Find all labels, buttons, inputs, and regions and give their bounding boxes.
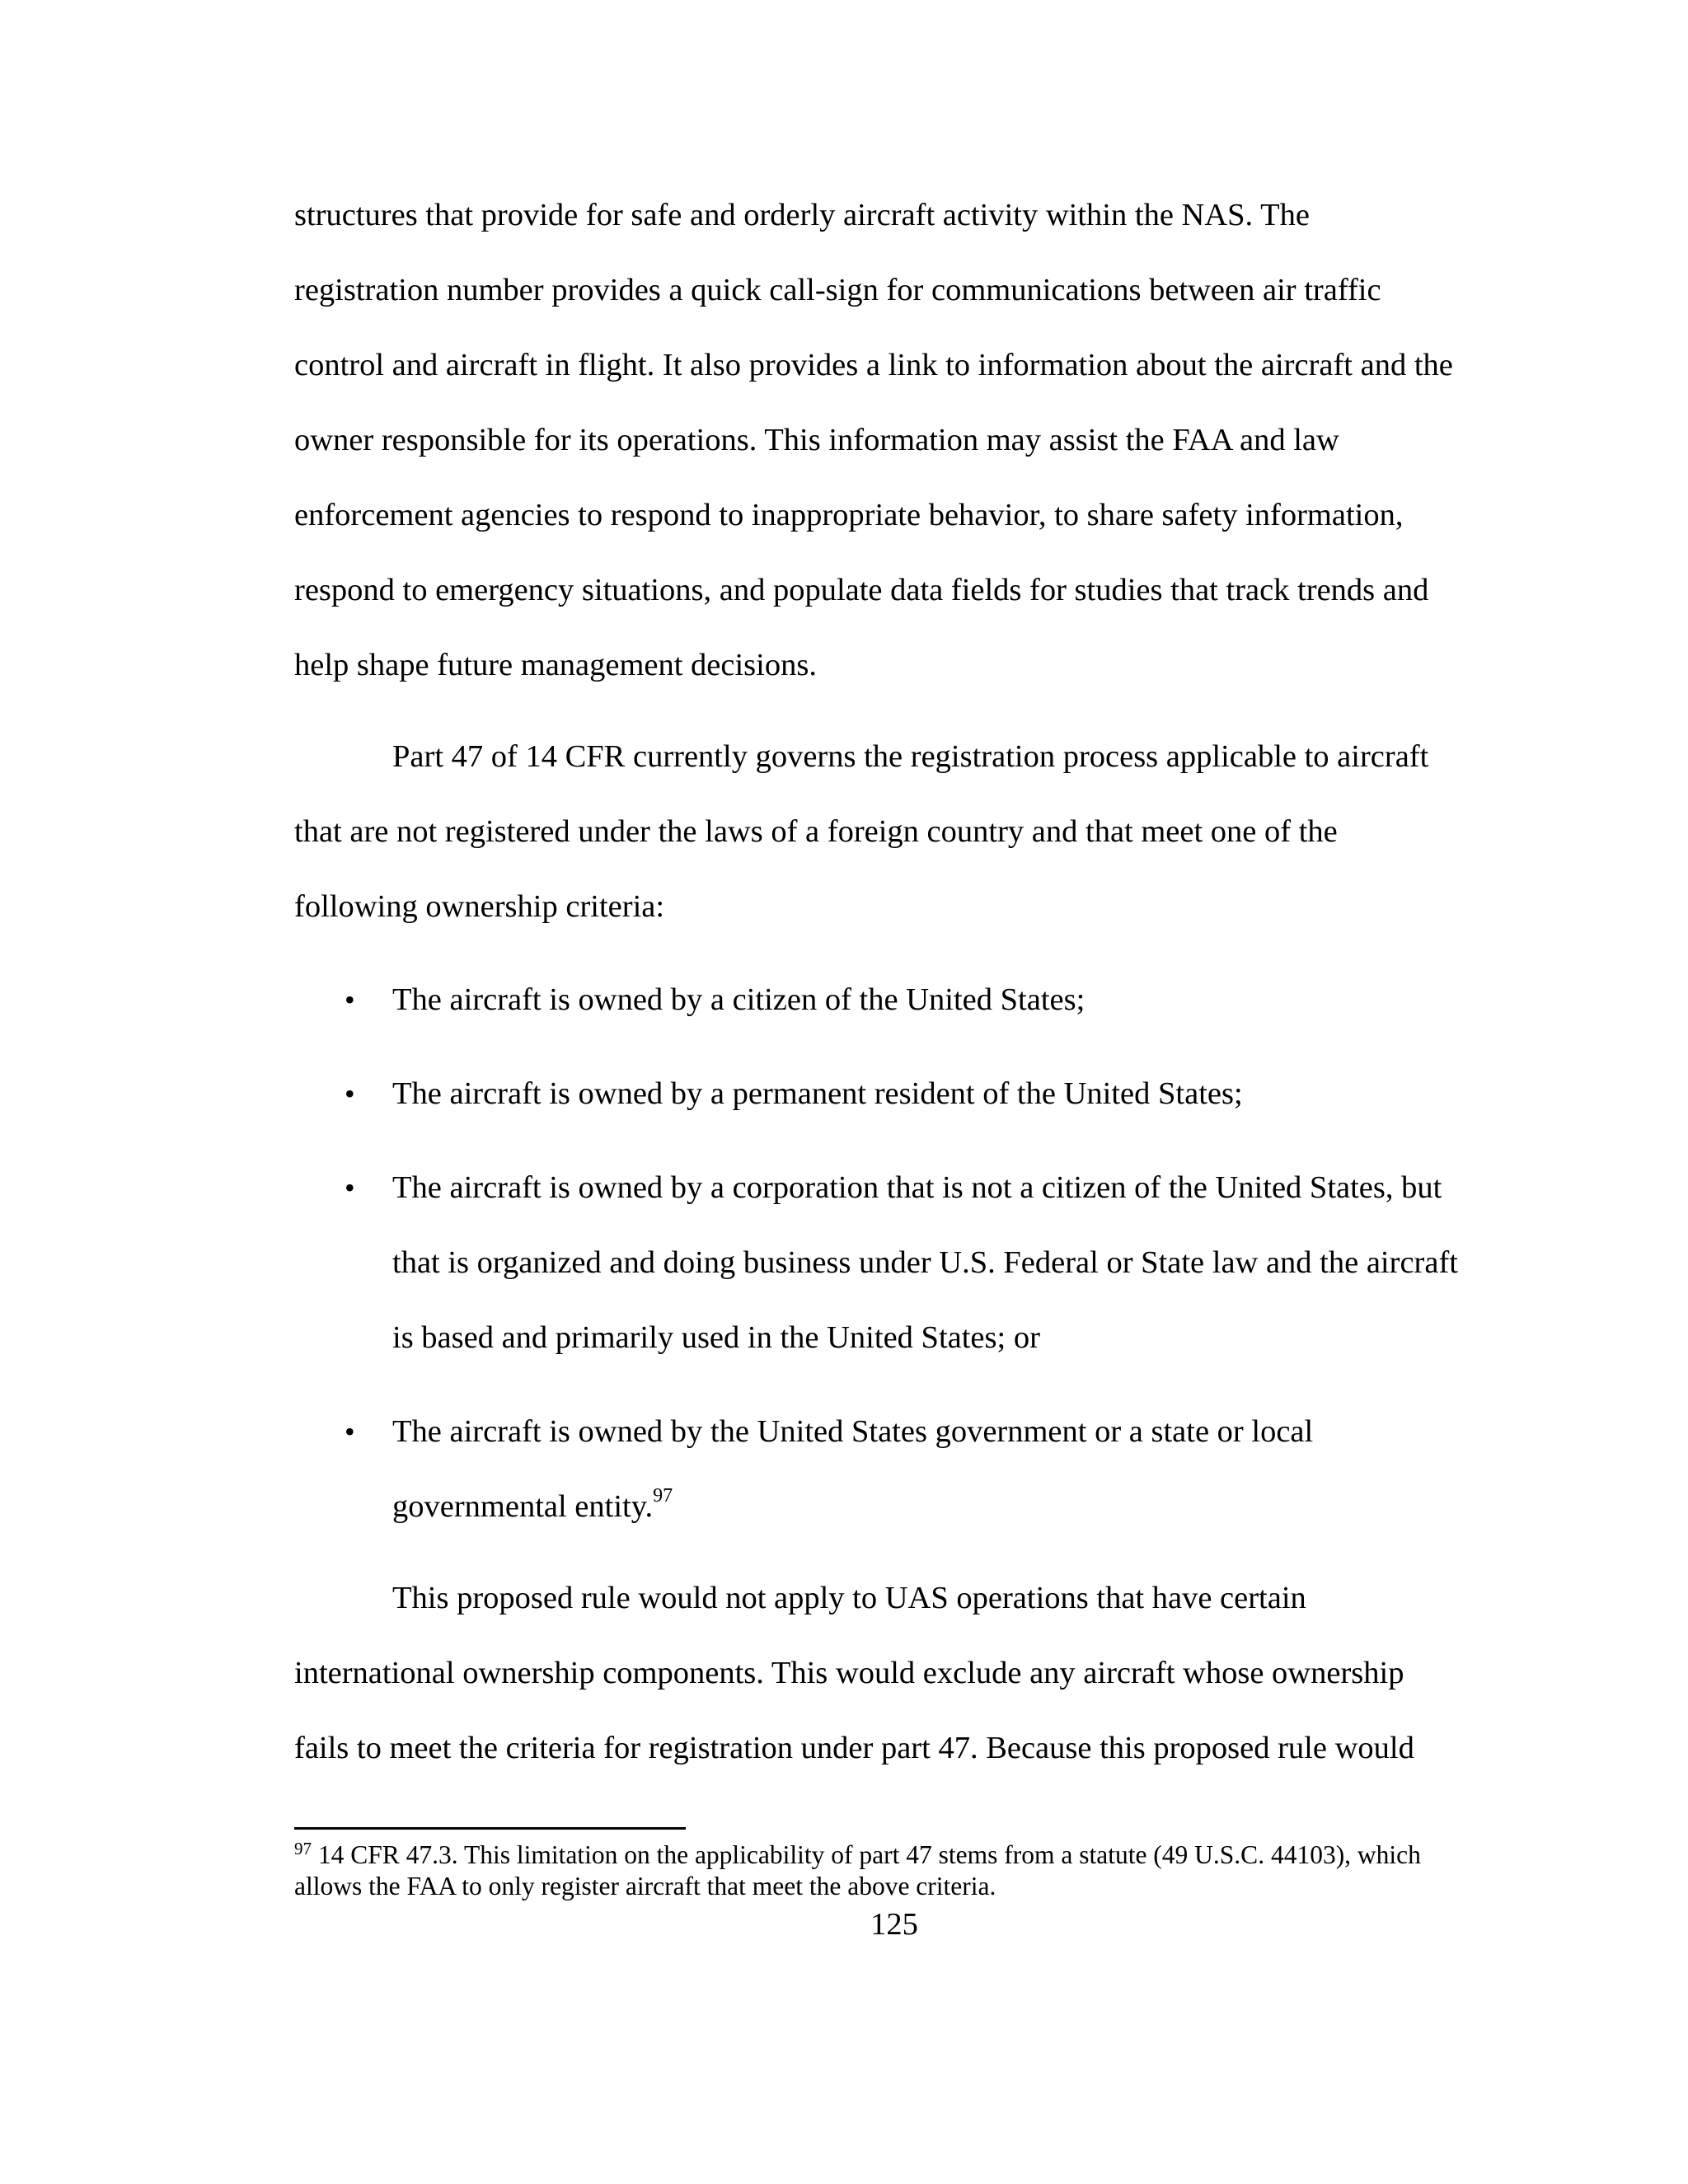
paragraph-line: fails to meet the criteria for registration under part 47. Because this proposed rule would: [294, 1731, 1414, 1765]
list-item-line: The aircraft is owned by the United States government or a state or local: [392, 1414, 1314, 1449]
list-item-line: The aircraft is owned by a citizen of the United States;: [392, 982, 1085, 1017]
paragraph-line: that are not registered under the laws of a foreign country and that meet one of the: [294, 814, 1338, 849]
page-number: 125: [870, 1907, 918, 1942]
bullet-icon: •: [345, 1415, 355, 1448]
paragraph-line: Part 47 of 14 CFR currently governs the registration process applicable to aircraft: [392, 739, 1429, 774]
paragraph-line: respond to emergency situations, and populate data fields for studies that track trends and: [294, 573, 1429, 607]
paragraph-line: owner responsible for its operations. This information may assist the FAA and law: [294, 423, 1339, 457]
footnote-separator: [294, 1827, 686, 1830]
bullet-icon: •: [345, 1077, 355, 1110]
paragraph-line: enforcement agencies to respond to inappropriate behavior, to share safety information,: [294, 498, 1404, 532]
list-item-line: The aircraft is owned by a corporation that is not a citizen of the United States, but: [392, 1170, 1442, 1205]
paragraph-line: international ownership components. This would exclude any aircraft whose ownership: [294, 1656, 1404, 1690]
list-item-line: is based and primarily used in the United States; or: [392, 1320, 1040, 1355]
bullet-icon: •: [345, 1171, 355, 1204]
list-item-line: [392, 1487, 673, 1526]
list-item-text: governmental entity.: [392, 1489, 654, 1524]
paragraph-line: following ownership criteria:: [294, 889, 665, 924]
footnote-line: [294, 1840, 1421, 1873]
footnote-number: 97: [294, 1839, 312, 1858]
footnote-reference[interactable]: 97: [653, 1485, 673, 1507]
footnote-text: 14 CFR 47.3. This limitation on the applicability of part 47 stems from a statute (49 U.S.C. 44103), which: [312, 1840, 1421, 1869]
footnote-line: allows the FAA to only register aircraft that meet the above criteria.: [294, 1872, 996, 1900]
paragraph-line: registration number provides a quick call-sign for communications between air traffic: [294, 273, 1381, 307]
paragraph-line: help shape future management decisions.: [294, 648, 817, 682]
paragraph-line: structures that provide for safe and orderly aircraft activity within the NAS. The: [294, 198, 1310, 232]
list-item-line: that is organized and doing business under U.S. Federal or State law and the aircraft: [392, 1245, 1458, 1280]
list-item-line: The aircraft is owned by a permanent resident of the United States;: [392, 1076, 1243, 1111]
bullet-icon: •: [345, 983, 355, 1016]
paragraph-line: control and aircraft in flight. It also provides a link to information about the aircraft and the: [294, 348, 1453, 382]
paragraph-line: This proposed rule would not apply to UAS operations that have certain: [392, 1581, 1306, 1615]
